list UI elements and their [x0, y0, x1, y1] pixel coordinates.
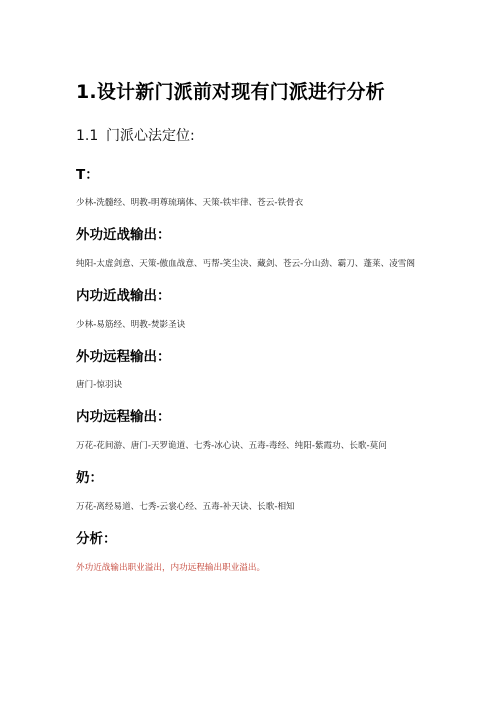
section-title-analysis: 分析： [76, 531, 117, 547]
section-body-healer: 万花-离经易道、七秀-云裳心经、五毒-补天诀、长歌-相知 [76, 502, 295, 512]
section-title-ranged-internal: 内功远程输出： [76, 409, 171, 425]
section-body-ranged-internal: 万花-花间游、唐门-天罗诡道、七秀-冰心诀、五毒-毒经、纯阳-紫霞功、长歌-莫问 [76, 441, 387, 451]
heading-2-text: 门派心法定位: [106, 128, 195, 144]
section-body-ranged-external: 唐门-惊羽诀 [76, 380, 123, 390]
section-title-tank: T： [76, 167, 99, 183]
section-body-tank: 少林-洗髓经、明教-明尊琉璃体、天策-铁牢律、苍云-铁骨衣 [76, 198, 304, 208]
heading-2 [76, 125, 195, 145]
section-title-healer: 奶： [76, 470, 103, 486]
heading-2-number: 1.1 [76, 128, 99, 144]
heading-1: 1.设计新门派前对现有门派进行分析 [76, 81, 385, 103]
section-title-melee-external: 外功近战输出： [76, 227, 171, 243]
section-body-melee-internal: 少林-易筋经、明教-焚影圣诀 [76, 320, 186, 330]
section-title-melee-internal: 内功近战输出： [76, 288, 171, 304]
section-body-analysis: 外功近战输出职业溢出，内功远程输出职业溢出。 [76, 563, 266, 573]
section-title-ranged-external: 外功远程输出： [76, 349, 171, 365]
section-body-melee-external: 纯阳-太虚剑意、天策-傲血战意、丐帮-笑尘决、藏剑、苍云-分山劲、霸刀、蓬莱、凌雪阁 [76, 259, 415, 269]
